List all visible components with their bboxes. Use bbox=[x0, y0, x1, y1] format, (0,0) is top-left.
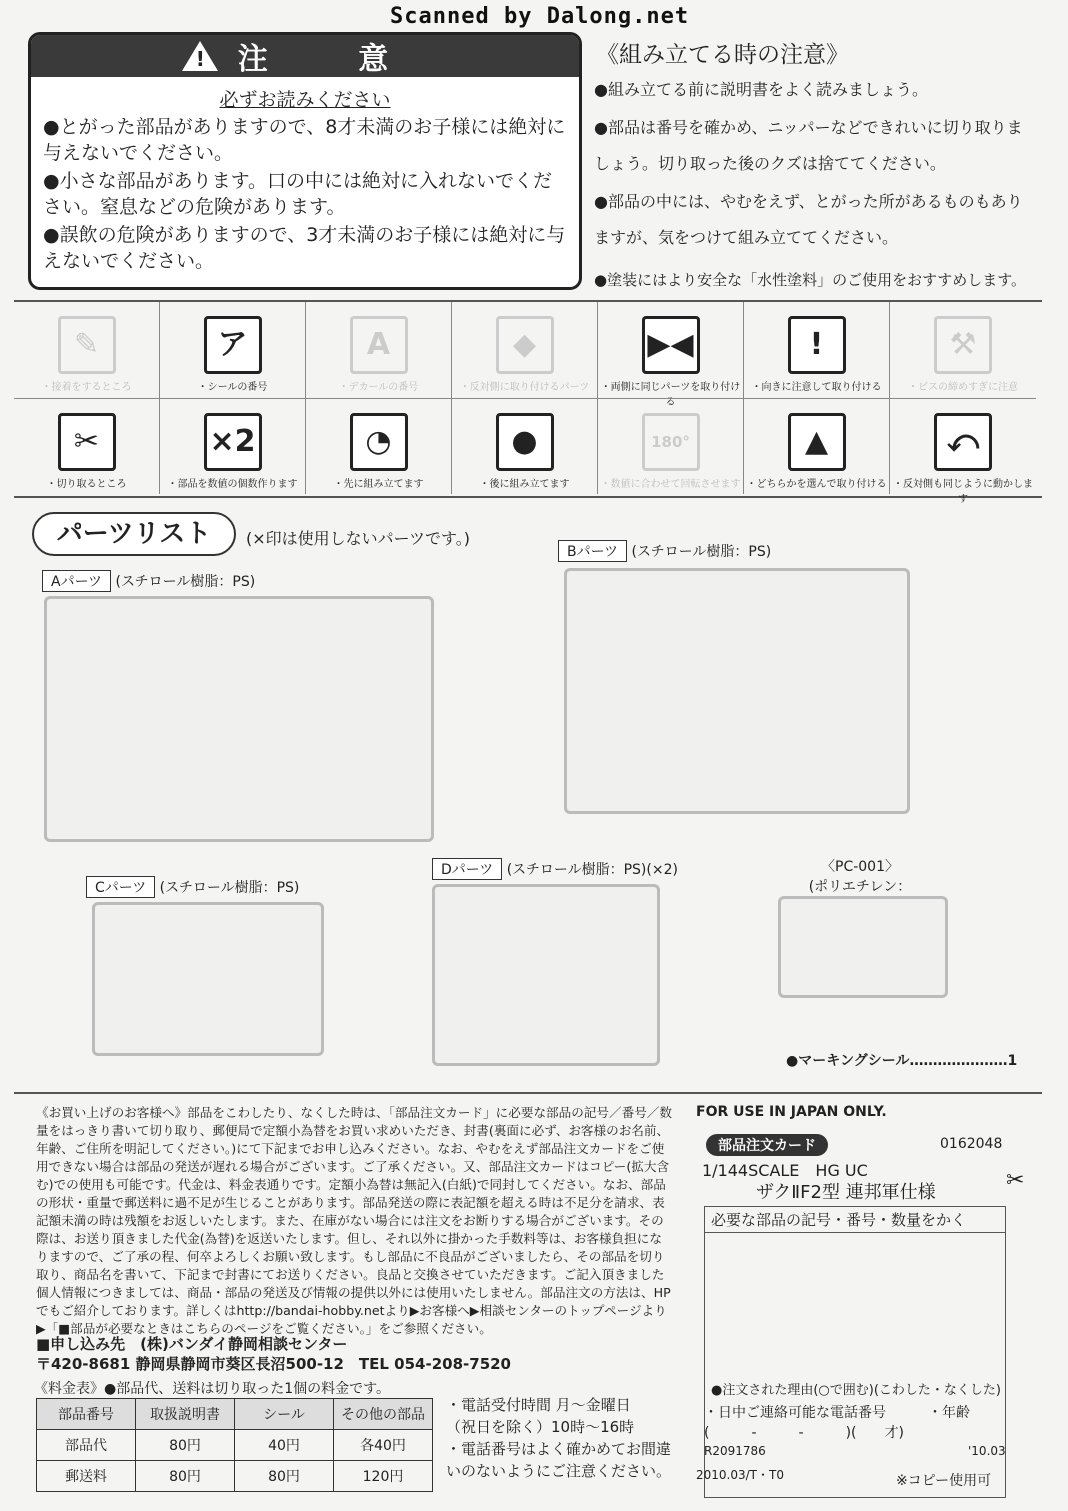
parts-c-label bbox=[86, 876, 299, 898]
copy-allowed: ※コピー使用可 bbox=[896, 1473, 992, 1489]
phone-line: ・電話受付時間 月～金曜日 bbox=[446, 1396, 631, 1414]
icon-label: ・反対側に取り付けるパーツ bbox=[459, 382, 590, 393]
opposite-side-icon-cell bbox=[452, 302, 598, 398]
exclamation-icon: ! bbox=[788, 316, 846, 374]
warning-item: ●誤飲の危険がありますので、3才未満のお子様には絶対に与えないでください。 bbox=[43, 224, 566, 272]
order-address-line: 〒420-8681 静岡県静岡市葵区長沼500-12 TEL 054-208-7520 bbox=[36, 1355, 511, 1373]
icon-label: ・向きに注意して取り付ける bbox=[751, 382, 882, 393]
parts-pc-name: 〈PC-001〉 bbox=[821, 859, 899, 875]
price-table bbox=[36, 1398, 433, 1492]
icon-legend bbox=[14, 300, 1042, 505]
parts-d-name: Dパーツ bbox=[432, 858, 502, 880]
sprue-c bbox=[92, 902, 324, 1056]
sprue-d bbox=[432, 884, 660, 1066]
both-sides-icon: ▶◀ bbox=[642, 316, 700, 374]
rotate-icon-cell bbox=[598, 398, 744, 494]
both-sides-icon-cell bbox=[598, 302, 744, 408]
icon-label: ・デカールの番号 bbox=[338, 382, 419, 393]
order-card bbox=[696, 1104, 1026, 1488]
price-cell: 40円 bbox=[235, 1430, 334, 1461]
phone-line: （祝日を除く）10時～16時 bbox=[446, 1418, 635, 1436]
price-cell: 郵送料 bbox=[37, 1461, 136, 1492]
opposite-side-icon: ◆ bbox=[496, 316, 554, 374]
order-write-label: 必要な部品の記号・番号・数量をかく bbox=[705, 1207, 1005, 1233]
glue-icon-cell bbox=[14, 302, 160, 398]
phone-line: ・電話番号はよく確かめてお間違 bbox=[446, 1440, 672, 1458]
icon-label: ・反対側も同じように動かします bbox=[893, 479, 1033, 505]
price-cell: 80円 bbox=[235, 1461, 334, 1492]
serial-number: R2091786 bbox=[704, 1444, 766, 1458]
parts-a-material: (スチロール樹脂：PS) bbox=[115, 574, 256, 590]
order-instructions: 《お買い上げのお客様へ》部品をこわしたり、なくした時は、「部品注文カード」に必要な部品の記号／番号／数量をはっきり書いて切り取り、郵便局で定額小為替をお買い求めいただき、封書(裏面に必ず、お客様のお名前、年齢、ご住所を明記してください。)にて下記までお申し込みください。なお、やむをえず部品注文カードをご使用できない場合は部品の発送が遅れる場合がございます。ご了承ください。又、部品注文カードはコピー(拡大含む)での使用も可能です。代金は、料金表通りです。定額小為替は無記入(白紙)で同封してください。なお、部品の形状・重量で郵送料に過不足が生じることがあります。部品発送の際に表記額を超える時は不足分を請求、表記額未満の時は残額をお返しいたします。また、在庫がない場合には注文をお断りする場合がございます。その際は、お送り頂きました代金(為替)を返送いたします。但し、それ以外に掛かった手数料等は、お客様負担になりますので、ご了承の程、何卒よろしくお願い致します。もし部品に不良品がございましたら、その部品を切り取り、商品名を書いて、下記まで封書にてお送りください。良品と交換させていただきます。ご記入頂きました個人情報につきましては、商品・部品の発送及び情報の提供以外には使用いたしません。部品注文の方法は、HPでもご紹介しております。詳しくはhttp://bandai-hobby.netより▶お客様へ▶相談センターのトップページより▶「■部品が必要なときはこちらのページをご覧ください。」をご参照ください。 bbox=[36, 1105, 672, 1336]
price-header: 取扱説明書 bbox=[136, 1399, 235, 1430]
times-two-icon: ×2 bbox=[204, 413, 262, 471]
scissors-icon: ✂ bbox=[1006, 1168, 1025, 1193]
decal-icon-cell bbox=[306, 302, 452, 398]
cut-icon-cell bbox=[14, 398, 160, 494]
price-cell: 80円 bbox=[136, 1430, 235, 1461]
parts-d-label bbox=[432, 858, 678, 880]
order-address bbox=[36, 1334, 511, 1374]
parts-c-name: Cパーツ bbox=[86, 876, 155, 898]
parts-b-label bbox=[558, 540, 771, 562]
warning-subheading: 必ずお読みください bbox=[219, 89, 391, 111]
sprue-b bbox=[564, 568, 910, 814]
print-code: 2010.03/T・T0 bbox=[696, 1468, 784, 1482]
first-assemble-icon-cell bbox=[306, 398, 452, 494]
parts-c-material: (スチロール樹脂：PS) bbox=[159, 880, 300, 896]
phone-age-fields[interactable]: ( - - )( 才) bbox=[704, 1425, 904, 1441]
sprue-a bbox=[44, 596, 434, 842]
product-code: 0162048 bbox=[940, 1136, 1003, 1152]
warning-triangle-icon: ! bbox=[182, 41, 218, 71]
screw-icon-cell bbox=[890, 302, 1036, 398]
warning-item: ●とがった部品がありますので、8才未満のお子様には絶対に与えないでください。 bbox=[43, 116, 566, 164]
nipper-icon: ✂ bbox=[58, 413, 116, 471]
phone-field-label: ・日中ご連絡可能な電話番号 bbox=[704, 1405, 886, 1421]
warning-heading: 注 意 bbox=[237, 42, 429, 77]
warning-header bbox=[31, 35, 579, 77]
price-cell: 80円 bbox=[136, 1461, 235, 1492]
price-header: 部品番号 bbox=[37, 1399, 136, 1430]
age-field-label: ・年齢 bbox=[928, 1405, 970, 1421]
price-cell: 120円 bbox=[334, 1461, 433, 1492]
icon-label: ・数値に合わせて回転させます bbox=[600, 479, 741, 490]
price-cell: 各40円 bbox=[334, 1430, 433, 1461]
scanner-watermark: Scanned by Dalong.net bbox=[390, 4, 690, 29]
caution-item: ●塗装にはより安全な「水性塗料」のご使用をおすすめします。 bbox=[594, 271, 1027, 289]
icon-label: ・切り取るところ bbox=[46, 479, 127, 490]
choose-icon: ▲ bbox=[788, 413, 846, 471]
first-assemble-icon: ◔ bbox=[350, 413, 408, 471]
product-name: ザクⅡF2型 連邦軍仕様 bbox=[756, 1182, 936, 1203]
move-icon-cell bbox=[890, 398, 1036, 505]
for-use-label: FOR USE IN JAPAN ONLY. bbox=[696, 1104, 887, 1120]
order-address-line: ■申し込み先 (株)バンダイ静岡相談センター bbox=[36, 1335, 348, 1353]
screw-icon: ⚒ bbox=[934, 316, 992, 374]
warning-item: ●小さな部品があります。口の中には絶対に入れないでください。窒息などの危険があります。 bbox=[43, 170, 553, 218]
decal-icon: A bbox=[350, 316, 408, 374]
parts-b-material: (スチロール樹脂：PS) bbox=[631, 544, 772, 560]
caution-item: ●組み立てる前に説明書をよく読みましょう。 bbox=[594, 80, 928, 99]
product-scale: 1/144SCALE HG UC bbox=[702, 1161, 868, 1180]
glue-icon: ✎ bbox=[58, 316, 116, 374]
warning-box bbox=[28, 32, 582, 290]
parts-list-title: パーツリスト bbox=[32, 512, 236, 556]
parts-list-note: (×印は使用しないパーツです。) bbox=[246, 529, 470, 548]
card-date: '10.03 bbox=[968, 1444, 1006, 1458]
direction-icon-cell bbox=[744, 302, 890, 398]
icon-label: ・両側に同じパーツを取り付ける bbox=[600, 382, 741, 408]
price-cell: 部品代 bbox=[37, 1430, 136, 1461]
marking-sticker: ●マーキングシール…………………1 bbox=[786, 1053, 1018, 1069]
parts-a-name: Aパーツ bbox=[42, 570, 111, 592]
phone-info bbox=[446, 1394, 671, 1482]
icon-label: ・シールの番号 bbox=[197, 382, 268, 393]
later-assemble-icon: ● bbox=[496, 413, 554, 471]
price-header: その他の部品 bbox=[334, 1399, 433, 1430]
caution-item: ●部品は番号を確かめ、ニッパーなどできれいに切り取りましょう。切り取った後のクズは捨ててください。 bbox=[594, 118, 1023, 173]
parts-b-name: Bパーツ bbox=[558, 540, 627, 562]
price-header: シール bbox=[235, 1399, 334, 1430]
icon-label: ・どちらかを選んで取り付ける bbox=[746, 479, 887, 490]
later-assemble-icon-cell bbox=[452, 398, 598, 494]
phone-line: いのないようにご注意ください。 bbox=[446, 1462, 672, 1480]
sticker-icon-cell bbox=[160, 302, 306, 398]
caution-item: ●部品の中には、やむをえず、とがった所があるものもありますが、気をつけて組み立ててください。 bbox=[594, 192, 1023, 247]
caution-title: 《組み立てる時の注意》 bbox=[596, 42, 849, 68]
icon-label: ・接着をするところ bbox=[41, 382, 132, 393]
sticker-icon: ア bbox=[204, 316, 262, 374]
choose-icon-cell bbox=[744, 398, 890, 494]
multiply-icon-cell bbox=[160, 398, 306, 494]
price-table-title: 《料金表》●部品代、送料は切り取った1個の料金です。 bbox=[34, 1381, 391, 1397]
divider bbox=[14, 1092, 1042, 1094]
icon-label: ・部品を数値の個数作ります bbox=[167, 479, 298, 490]
sprue-pc bbox=[778, 896, 948, 998]
icon-label: ・先に組み立てます bbox=[333, 479, 424, 490]
icon-label: ・ビスの締めすぎに注意 bbox=[908, 382, 1018, 393]
icon-label: ・後に組み立てます bbox=[479, 479, 570, 490]
order-card-badge: 部品注文カード bbox=[706, 1134, 828, 1156]
order-reason: ●注文された理由(○で囲む)(こわした・なくした) bbox=[711, 1383, 1001, 1398]
parts-pc-material: (ポリエチレン： bbox=[808, 879, 912, 895]
move-both-icon: ⤺ bbox=[934, 413, 992, 471]
rotate-180-icon: 180° bbox=[642, 413, 700, 471]
parts-d-material: (スチロール樹脂：PS)(×2) bbox=[506, 862, 678, 878]
parts-a-label bbox=[42, 570, 255, 592]
